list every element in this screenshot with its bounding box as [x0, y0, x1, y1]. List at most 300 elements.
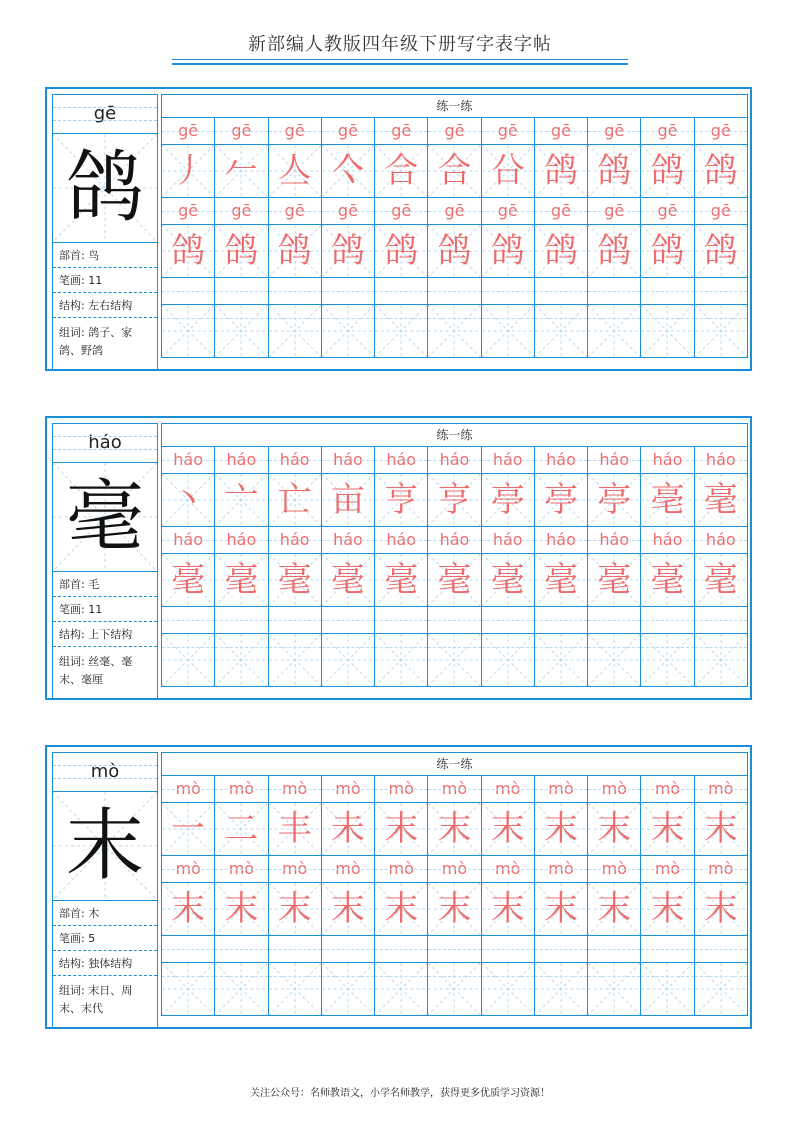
trace-character: 亼	[277, 151, 312, 191]
trace-character-cell[interactable]	[428, 883, 481, 935]
trace-character-cell[interactable]	[482, 145, 535, 197]
blank-writing-cell[interactable]	[482, 963, 535, 1015]
blank-pinyin-cell[interactable]	[482, 278, 535, 304]
trace-row	[162, 225, 747, 278]
trace-character: 毫	[330, 560, 365, 600]
pinyin-cell: gē	[269, 118, 322, 144]
trace-character-cell[interactable]	[482, 554, 535, 606]
blank-writing-cell[interactable]	[162, 634, 215, 686]
blank-writing-cell[interactable]	[695, 963, 747, 1015]
trace-character-cell[interactable]	[215, 225, 268, 277]
trace-character-cell[interactable]	[375, 554, 428, 606]
trace-character: 鸽	[543, 231, 578, 271]
trace-character: 亨	[384, 480, 419, 520]
blank-writing-cell[interactable]	[269, 963, 322, 1015]
trace-character-cell[interactable]	[162, 145, 215, 197]
trace-character-cell[interactable]	[641, 225, 694, 277]
blank-pinyin-cell[interactable]	[269, 607, 322, 633]
pinyin-cell: gē	[428, 118, 481, 144]
trace-character: 末	[277, 889, 312, 929]
pinyin-cell: háo	[535, 447, 588, 473]
pinyin-cell: gē	[641, 198, 694, 224]
trace-character-cell[interactable]	[322, 803, 375, 855]
practice-grid	[161, 752, 748, 1016]
trace-character-cell[interactable]	[695, 474, 747, 526]
pinyin-cell: háo	[641, 447, 694, 473]
trace-character: 亠	[224, 480, 259, 520]
trace-character: 𠂉	[224, 151, 259, 191]
trace-character-cell[interactable]	[215, 803, 268, 855]
blank-writing-row	[162, 963, 747, 1015]
stroke-count-info: 笔画: 11	[53, 268, 157, 293]
trace-character: 丿	[171, 151, 206, 191]
trace-character-cell[interactable]	[482, 474, 535, 526]
blank-pinyin-cell[interactable]	[375, 936, 428, 962]
blank-pinyin-row	[162, 607, 747, 634]
blank-pinyin-cell[interactable]	[428, 278, 481, 304]
blank-writing-cell[interactable]	[588, 634, 641, 686]
blank-writing-cell[interactable]	[428, 963, 481, 1015]
blank-pinyin-cell[interactable]	[695, 278, 747, 304]
trace-character: 毫	[703, 480, 738, 520]
blank-writing-cell[interactable]	[322, 305, 375, 357]
trace-character: 毫	[171, 560, 206, 600]
blank-pinyin-cell[interactable]	[535, 936, 588, 962]
blank-writing-cell[interactable]	[535, 963, 588, 1015]
blank-pinyin-cell[interactable]	[588, 278, 641, 304]
blank-writing-cell[interactable]	[482, 305, 535, 357]
pinyin-cell: háo	[215, 447, 268, 473]
blank-pinyin-cell[interactable]	[588, 936, 641, 962]
stroke-order-row	[162, 145, 747, 198]
practice-grid	[161, 423, 748, 687]
trace-character: 㕣	[490, 151, 525, 191]
trace-character: 鸽	[543, 151, 578, 191]
character-info-panel	[52, 423, 158, 700]
trace-character-cell[interactable]	[322, 554, 375, 606]
trace-character-cell[interactable]	[375, 145, 428, 197]
pinyin-row	[162, 856, 747, 883]
trace-character-cell[interactable]	[641, 883, 694, 935]
trace-character: 末	[171, 889, 206, 929]
blank-pinyin-cell[interactable]	[269, 936, 322, 962]
trace-character: 鸽	[490, 231, 525, 271]
blank-writing-cell[interactable]	[322, 963, 375, 1015]
blank-writing-cell[interactable]	[428, 305, 481, 357]
radical-info: 部首: 鸟	[53, 243, 157, 268]
pinyin-cell: mò	[162, 776, 215, 802]
pinyin-cell: mò	[215, 856, 268, 882]
trace-row	[162, 554, 747, 607]
trace-character-cell[interactable]	[588, 554, 641, 606]
pinyin-cell: háo	[162, 447, 215, 473]
trace-character-cell[interactable]	[428, 474, 481, 526]
trace-row	[162, 883, 747, 936]
trace-character-cell[interactable]	[428, 225, 481, 277]
blank-pinyin-cell[interactable]	[695, 936, 747, 962]
pinyin-cell: háo	[269, 447, 322, 473]
trace-character: 毫	[650, 560, 685, 600]
trace-character-cell[interactable]	[269, 474, 322, 526]
pinyin-cell: mò	[428, 856, 481, 882]
trace-character-cell[interactable]	[162, 883, 215, 935]
trace-character: 亭	[490, 480, 525, 520]
pinyin-cell: mò	[535, 856, 588, 882]
blank-writing-cell[interactable]	[162, 305, 215, 357]
blank-writing-cell[interactable]	[535, 634, 588, 686]
blank-writing-cell[interactable]	[269, 634, 322, 686]
pinyin-cell: mò	[695, 776, 747, 802]
trace-character-cell[interactable]	[428, 554, 481, 606]
trace-character: 二	[224, 809, 259, 849]
trace-character-cell[interactable]	[162, 225, 215, 277]
trace-character-cell[interactable]	[482, 225, 535, 277]
trace-character-cell[interactable]	[535, 883, 588, 935]
trace-character: 亳	[650, 480, 685, 520]
blank-pinyin-cell[interactable]	[535, 278, 588, 304]
pinyin-cell: háo	[482, 447, 535, 473]
trace-character: 末	[650, 809, 685, 849]
trace-character: 末	[597, 889, 632, 929]
trace-character-cell[interactable]	[588, 803, 641, 855]
pinyin-cell: mò	[322, 856, 375, 882]
blank-writing-cell[interactable]	[215, 305, 268, 357]
trace-character-cell[interactable]	[641, 803, 694, 855]
trace-character: 毫	[703, 560, 738, 600]
trace-character: 鸽	[330, 231, 365, 271]
trace-character-cell[interactable]	[269, 803, 322, 855]
trace-character-cell[interactable]	[375, 803, 428, 855]
trace-character: 鸽	[703, 151, 738, 191]
blank-pinyin-cell[interactable]	[428, 607, 481, 633]
trace-character-cell[interactable]	[695, 554, 747, 606]
trace-character-cell[interactable]	[535, 474, 588, 526]
blank-pinyin-cell[interactable]	[482, 607, 535, 633]
pinyin-cell: mò	[375, 856, 428, 882]
trace-character: 末	[703, 809, 738, 849]
structure-info: 结构: 上下结构	[53, 622, 157, 647]
pinyin-cell: háo	[695, 527, 747, 553]
trace-character-cell[interactable]	[375, 883, 428, 935]
trace-character-cell[interactable]	[695, 803, 747, 855]
blank-pinyin-cell[interactable]	[428, 936, 481, 962]
trace-character: 鸽	[277, 231, 312, 271]
blank-pinyin-cell[interactable]	[322, 936, 375, 962]
pinyin-cell: gē	[322, 198, 375, 224]
blank-pinyin-cell[interactable]	[641, 278, 694, 304]
trace-character-cell[interactable]	[588, 474, 641, 526]
trace-character-cell[interactable]	[695, 145, 747, 197]
pinyin-cell: mò	[695, 856, 747, 882]
trace-character-cell[interactable]	[215, 554, 268, 606]
trace-character: 毫	[597, 560, 632, 600]
blank-pinyin-cell[interactable]	[162, 607, 215, 633]
trace-character: 丰	[277, 809, 312, 849]
trace-character-cell[interactable]	[535, 225, 588, 277]
practice-grid	[161, 94, 748, 358]
blank-writing-cell[interactable]	[375, 634, 428, 686]
pinyin-cell: mò	[535, 776, 588, 802]
trace-character-cell[interactable]	[535, 554, 588, 606]
trace-character: 鸽	[597, 151, 632, 191]
trace-character: 合	[437, 151, 472, 191]
pinyin-cell: gē	[215, 118, 268, 144]
blank-pinyin-cell[interactable]	[375, 607, 428, 633]
character-card	[45, 416, 752, 700]
title-divider	[172, 59, 628, 60]
trace-character-cell[interactable]	[215, 474, 268, 526]
pinyin-cell: gē	[641, 118, 694, 144]
blank-pinyin-cell[interactable]	[162, 278, 215, 304]
pinyin-cell: mò	[482, 856, 535, 882]
pinyin-cell: gē	[162, 198, 215, 224]
structure-info: 结构: 左右结构	[53, 293, 157, 318]
radical-info: 部首: 木	[53, 901, 157, 926]
trace-character-cell[interactable]	[162, 554, 215, 606]
trace-character-cell[interactable]	[162, 474, 215, 526]
trace-character: 鸽	[650, 151, 685, 191]
blank-writing-cell[interactable]	[641, 634, 694, 686]
trace-character-cell[interactable]	[428, 803, 481, 855]
blank-pinyin-cell[interactable]	[695, 607, 747, 633]
trace-character: 未	[330, 809, 365, 849]
pinyin-cell: gē	[215, 198, 268, 224]
blank-writing-cell[interactable]	[375, 305, 428, 357]
blank-writing-cell[interactable]	[215, 963, 268, 1015]
blank-pinyin-cell[interactable]	[375, 278, 428, 304]
pinyin-cell: háo	[428, 527, 481, 553]
trace-character: 鸽	[437, 231, 472, 271]
trace-character-cell[interactable]	[322, 474, 375, 526]
trace-character-cell[interactable]	[375, 225, 428, 277]
trace-character: 末	[437, 809, 472, 849]
trace-character: 亭	[597, 480, 632, 520]
pinyin-cell: gē	[375, 118, 428, 144]
trace-character: 末	[330, 889, 365, 929]
practice-heading: 练一练	[162, 753, 747, 776]
main-character-box	[53, 134, 157, 243]
trace-character: 毫	[224, 560, 259, 600]
pinyin-cell: háo	[375, 527, 428, 553]
pinyin-cell: mò	[641, 776, 694, 802]
word-examples: 组词: 末日、周末、末代	[59, 984, 133, 1015]
trace-character: 末	[437, 889, 472, 929]
blank-writing-cell[interactable]	[269, 305, 322, 357]
trace-character-cell[interactable]	[695, 883, 747, 935]
blank-writing-cell[interactable]	[535, 305, 588, 357]
pinyin-cell: gē	[482, 198, 535, 224]
pinyin-cell: gē	[428, 198, 481, 224]
trace-character: 亡	[277, 480, 312, 520]
trace-character-cell[interactable]	[322, 145, 375, 197]
trace-character-cell[interactable]	[375, 474, 428, 526]
blank-pinyin-row	[162, 278, 747, 305]
blank-pinyin-cell[interactable]	[535, 607, 588, 633]
blank-pinyin-cell[interactable]	[215, 278, 268, 304]
word-examples: 组词: 鸽子、家鸽、野鸽	[59, 326, 133, 357]
trace-character: 末	[650, 889, 685, 929]
page-title: 新部编人教版四年级下册写字表字帖	[248, 34, 552, 55]
blank-writing-cell[interactable]	[588, 963, 641, 1015]
trace-character: 毫	[437, 560, 472, 600]
trace-character: 鸽	[703, 231, 738, 271]
main-character-box	[53, 792, 157, 901]
pinyin-cell: háo	[428, 447, 481, 473]
practice-heading: 练一练	[162, 95, 747, 118]
trace-character: 毫	[384, 560, 419, 600]
pinyin-cell: gē	[695, 118, 747, 144]
character-info-panel	[52, 752, 158, 1029]
pinyin-cell: gē	[375, 198, 428, 224]
blank-pinyin-cell[interactable]	[641, 607, 694, 633]
main-character: 末	[65, 801, 144, 891]
blank-writing-cell[interactable]	[588, 305, 641, 357]
trace-character-cell[interactable]	[588, 225, 641, 277]
trace-character-cell[interactable]	[695, 225, 747, 277]
pinyin-cell: gē	[695, 198, 747, 224]
main-pinyin: gē	[53, 95, 157, 134]
pinyin-cell: gē	[482, 118, 535, 144]
trace-character: 亭	[543, 480, 578, 520]
pinyin-cell: háo	[695, 447, 747, 473]
pinyin-cell: mò	[269, 776, 322, 802]
character-card	[45, 87, 752, 371]
main-pinyin: háo	[53, 424, 157, 463]
blank-pinyin-cell[interactable]	[215, 607, 268, 633]
pinyin-row	[162, 447, 747, 474]
blank-writing-row	[162, 305, 747, 357]
trace-character: 末	[384, 889, 419, 929]
trace-character: 鸽	[597, 231, 632, 271]
pinyin-row	[162, 776, 747, 803]
pinyin-cell: háo	[269, 527, 322, 553]
main-character-box	[53, 463, 157, 572]
pinyin-row	[162, 527, 747, 554]
pinyin-cell: gē	[269, 198, 322, 224]
trace-character: 一	[171, 809, 206, 849]
pinyin-cell: mò	[375, 776, 428, 802]
trace-character-cell[interactable]	[482, 803, 535, 855]
trace-character: 末	[543, 809, 578, 849]
trace-character-cell[interactable]	[269, 145, 322, 197]
trace-character-cell[interactable]	[535, 145, 588, 197]
blank-writing-cell[interactable]	[428, 634, 481, 686]
trace-character: 毫	[543, 560, 578, 600]
pinyin-cell: háo	[641, 527, 694, 553]
pinyin-cell: gē	[588, 118, 641, 144]
pinyin-cell: háo	[588, 527, 641, 553]
pinyin-cell: mò	[482, 776, 535, 802]
blank-pinyin-cell[interactable]	[641, 936, 694, 962]
pinyin-cell: mò	[588, 856, 641, 882]
trace-character: 亩	[330, 480, 365, 520]
blank-writing-cell[interactable]	[695, 634, 747, 686]
trace-character: 末	[703, 889, 738, 929]
pinyin-cell: háo	[588, 447, 641, 473]
practice-heading: 练一练	[162, 424, 747, 447]
stroke-count-info: 笔画: 11	[53, 597, 157, 622]
pinyin-cell: gē	[535, 198, 588, 224]
title-divider-thick	[172, 63, 628, 65]
main-character: 毫	[65, 472, 144, 562]
trace-character-cell[interactable]	[482, 883, 535, 935]
trace-character-cell[interactable]	[322, 883, 375, 935]
radical-info: 部首: 毛	[53, 572, 157, 597]
character-card	[45, 745, 752, 1029]
main-character: 鸽	[65, 143, 144, 233]
trace-character: 亨	[437, 480, 472, 520]
pinyin-row	[162, 198, 747, 225]
blank-writing-cell[interactable]	[375, 963, 428, 1015]
trace-character: 末	[490, 889, 525, 929]
page-footer: 关注公众号：名师教语文，小学名师教学，获得更多优质学习资源！	[250, 1088, 550, 1099]
trace-character-cell[interactable]	[588, 145, 641, 197]
blank-writing-cell[interactable]	[641, 305, 694, 357]
trace-character-cell[interactable]	[641, 554, 694, 606]
pinyin-cell: gē	[322, 118, 375, 144]
trace-character-cell[interactable]	[535, 803, 588, 855]
trace-character: 丶	[171, 480, 206, 520]
trace-character-cell[interactable]	[641, 145, 694, 197]
pinyin-cell: háo	[322, 447, 375, 473]
pinyin-cell: gē	[588, 198, 641, 224]
pinyin-cell: mò	[428, 776, 481, 802]
blank-pinyin-cell[interactable]	[482, 936, 535, 962]
structure-info: 结构: 独体结构	[53, 951, 157, 976]
blank-writing-cell[interactable]	[695, 305, 747, 357]
trace-character-cell[interactable]	[162, 803, 215, 855]
trace-character: 末	[224, 889, 259, 929]
blank-pinyin-cell[interactable]	[588, 607, 641, 633]
character-info-panel	[52, 94, 158, 371]
trace-character-cell[interactable]	[641, 474, 694, 526]
blank-writing-cell[interactable]	[482, 634, 535, 686]
blank-writing-cell[interactable]	[215, 634, 268, 686]
trace-character-cell[interactable]	[269, 554, 322, 606]
trace-character: 末	[490, 809, 525, 849]
trace-character-cell[interactable]	[215, 883, 268, 935]
trace-character: 亽	[330, 151, 365, 191]
blank-pinyin-cell[interactable]	[322, 607, 375, 633]
stroke-count-info: 笔画: 5	[53, 926, 157, 951]
blank-pinyin-row	[162, 936, 747, 963]
trace-character-cell[interactable]	[215, 145, 268, 197]
trace-character-cell[interactable]	[269, 225, 322, 277]
blank-writing-cell[interactable]	[641, 963, 694, 1015]
blank-pinyin-cell[interactable]	[322, 278, 375, 304]
trace-character: 末	[384, 809, 419, 849]
trace-character-cell[interactable]	[588, 883, 641, 935]
trace-character: 鸽	[224, 231, 259, 271]
trace-character-cell[interactable]	[428, 145, 481, 197]
blank-pinyin-cell[interactable]	[162, 936, 215, 962]
pinyin-row	[162, 118, 747, 145]
blank-pinyin-cell[interactable]	[215, 936, 268, 962]
pinyin-cell: mò	[215, 776, 268, 802]
stroke-order-row	[162, 474, 747, 527]
pinyin-cell: háo	[375, 447, 428, 473]
trace-character-cell[interactable]	[322, 225, 375, 277]
trace-character-cell[interactable]	[269, 883, 322, 935]
trace-character: 鸽	[384, 231, 419, 271]
pinyin-cell: gē	[535, 118, 588, 144]
pinyin-cell: háo	[162, 527, 215, 553]
blank-writing-cell[interactable]	[162, 963, 215, 1015]
trace-character: 鸽	[650, 231, 685, 271]
blank-pinyin-cell[interactable]	[269, 278, 322, 304]
blank-writing-cell[interactable]	[322, 634, 375, 686]
stroke-order-row	[162, 803, 747, 856]
